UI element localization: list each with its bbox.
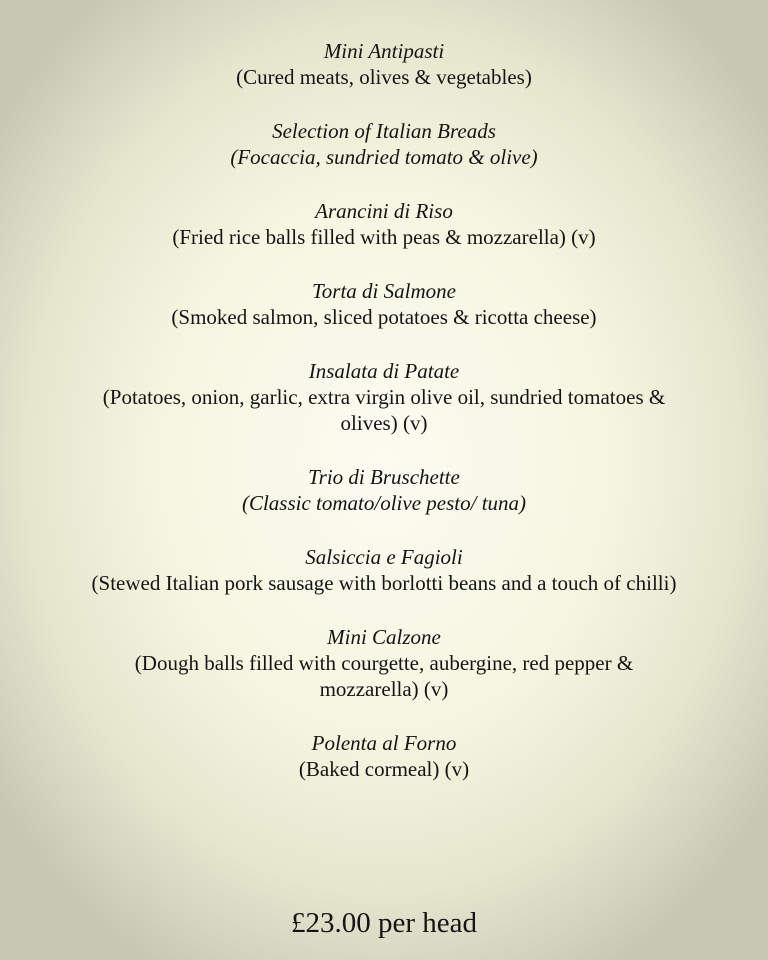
- menu-item: [84, 624, 684, 702]
- menu-item: [84, 464, 684, 516]
- dish-name: Mini Calzone: [327, 625, 441, 649]
- menu-item: [84, 730, 684, 782]
- dish-name: Trio di Bruschette: [308, 465, 460, 489]
- menu-item: [84, 278, 684, 330]
- dish-description: (Stewed Italian pork sausage with borlotti beans and a touch of chilli): [91, 571, 677, 595]
- dish-name: Polenta al Forno: [311, 731, 457, 755]
- dish-description: (Focaccia, sundried tomato & olive): [230, 145, 538, 169]
- price-per-head: £23.00 per head: [290, 907, 478, 939]
- dish-name: Insalata di Patate: [308, 359, 460, 383]
- menu-item: [84, 38, 684, 90]
- menu-item: [84, 118, 684, 170]
- dish-name: Arancini di Riso: [315, 199, 453, 223]
- dish-description: (Fried rice balls filled with peas & mozzarella) (v): [172, 225, 596, 249]
- dish-name: Salsiccia e Fagioli: [305, 545, 463, 569]
- menu-list: [0, 38, 768, 810]
- dish-name: Selection of Italian Breads: [272, 119, 496, 143]
- dish-name: Torta di Salmone: [312, 279, 456, 303]
- menu-item: [84, 544, 684, 596]
- menu-item: [84, 198, 684, 250]
- menu-item: [84, 358, 684, 436]
- dish-description: (Smoked salmon, sliced potatoes & ricotta cheese): [171, 305, 597, 329]
- dish-description: (Potatoes, onion, garlic, extra virgin olive oil, sundried tomatoes & olives) (v): [102, 385, 666, 435]
- dish-name: Mini Antipasti: [323, 39, 445, 63]
- dish-description: (Dough balls filled with courgette, aubergine, red pepper & mozzarella) (v): [134, 651, 634, 701]
- dish-description: (Classic tomato/olive pesto/ tuna): [241, 491, 527, 515]
- dish-description: (Baked cormeal) (v): [298, 757, 470, 781]
- dish-description: (Cured meats, olives & vegetables): [236, 65, 532, 89]
